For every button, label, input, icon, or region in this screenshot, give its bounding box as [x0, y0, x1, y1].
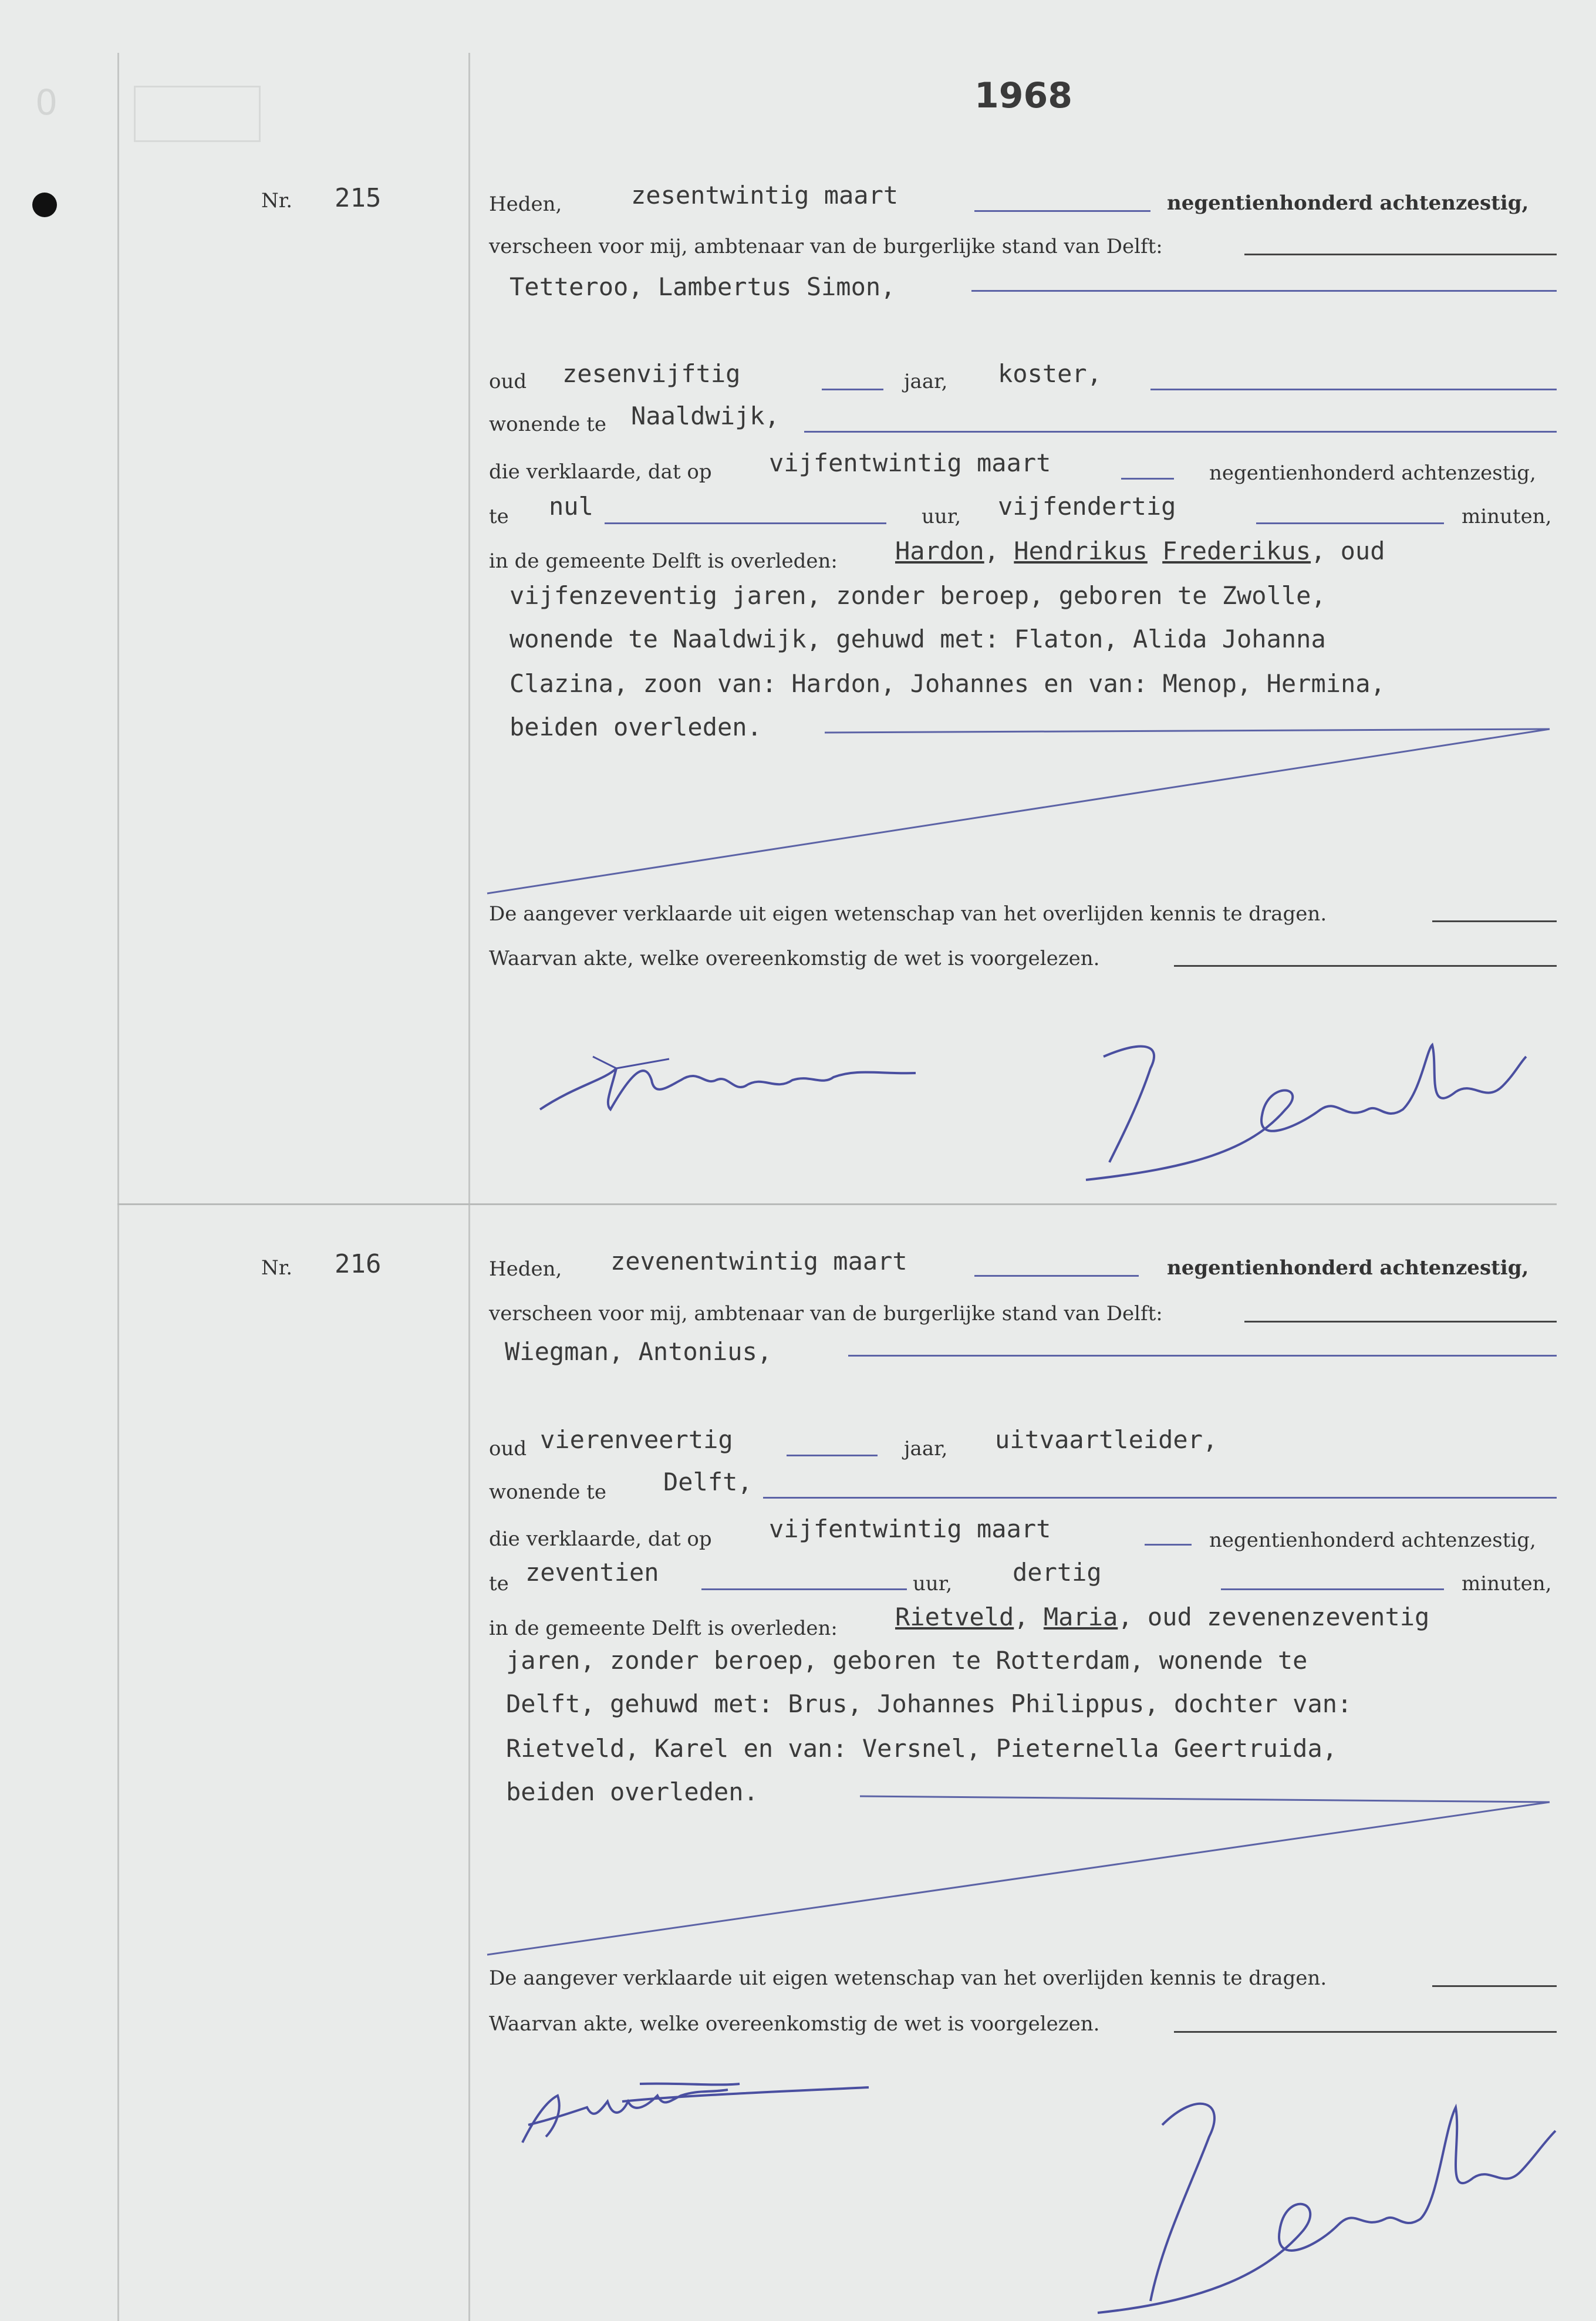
- left-margin-rule: [117, 53, 119, 2321]
- fill-line: [1174, 2031, 1557, 2033]
- death-hour: nul: [549, 492, 593, 521]
- fill-line: [848, 1355, 1557, 1357]
- signature-stroke: [540, 1068, 916, 1109]
- deceased-given-second: Frederikus: [1162, 537, 1311, 565]
- verscheen-label: verscheen voor mij, ambtenaar van de burgerlijke stand van Delft:: [489, 235, 1163, 258]
- declarant-occupation: uitvaartleider,: [995, 1425, 1218, 1454]
- oud-label: oud: [489, 1437, 527, 1460]
- closing-stroke: [860, 1796, 1550, 1802]
- minuten-label: minuten,: [1462, 1572, 1552, 1595]
- verklaarde-label: die verklaarde, dat op: [489, 1527, 712, 1551]
- closing-stroke: [487, 1802, 1550, 1955]
- fill-line: [1121, 478, 1174, 480]
- ghost-stamp-box: [134, 86, 261, 142]
- fill-line: [1244, 254, 1557, 255]
- text-line: jaren, zonder beroep, geboren te Rotterdam, wonende te: [506, 1646, 1308, 1675]
- signature-declarant-216: [505, 2066, 880, 2154]
- te-label: te: [489, 505, 509, 528]
- wonende-label: wonende te: [489, 413, 606, 436]
- fill-line: [974, 210, 1150, 212]
- record-nr-label: Nr.: [261, 189, 293, 212]
- text-line: Delft, gehuwd met: Brus, Johannes Philippus, dochter van:: [506, 1689, 1352, 1718]
- waarvan-label: Waarvan akte, welke overeenkomstig de wet is voorgelezen.: [489, 947, 1100, 970]
- text-line: Clazina, zoon van: Hardon, Johannes en van: Menop, Hermina,: [509, 669, 1385, 698]
- declarant-name: Wiegman, Antonius,: [505, 1337, 772, 1366]
- fill-line: [971, 290, 1557, 292]
- signature-registrar-216: [1080, 2055, 1567, 2319]
- year-words: negentienhonderd achtenzestig,: [1209, 461, 1536, 485]
- fill-line: [1244, 1321, 1557, 1323]
- fill-line: [1145, 1544, 1192, 1546]
- year-words-bold: negentienhonderd achtenzestig,: [1167, 1256, 1529, 1280]
- deceased-line: Rietveld, Maria, oud zevenenzeventig: [895, 1603, 1430, 1631]
- deceased-surname: Rietveld: [895, 1603, 1014, 1631]
- signature-declarant-215: [528, 1045, 951, 1127]
- declarant-age: vierenveertig: [540, 1425, 733, 1454]
- closing-stroke: [487, 729, 1550, 893]
- heden-label: Heden,: [489, 193, 562, 216]
- wonende-label: wonende te: [489, 1480, 606, 1504]
- record-nr-label: Nr.: [261, 1256, 293, 1280]
- deceased-given-first: Maria: [1043, 1603, 1118, 1631]
- page-year: 1968: [974, 75, 1072, 116]
- fill-line: [1150, 389, 1557, 390]
- signature-registrar-215: [1074, 1021, 1532, 1192]
- year-words-bold: negentienhonderd achtenzestig,: [1167, 191, 1529, 215]
- declarant-occupation: koster,: [998, 359, 1102, 388]
- deceased-line: Hardon, Hendrikus Frederikus, oud: [895, 537, 1385, 565]
- waarvan-label: Waarvan akte, welke overeenkomstig de wet is voorgelezen.: [489, 2012, 1100, 2036]
- uur-label: uur,: [913, 1572, 953, 1595]
- fill-line: [1432, 920, 1557, 922]
- declarant-residence: Naaldwijk,: [631, 402, 780, 430]
- gemeente-label: in de gemeente Delft is overleden:: [489, 1617, 838, 1640]
- act-date: zesentwintig maart: [631, 181, 899, 210]
- text-line: beiden overleden.: [506, 1777, 758, 1806]
- column-rule: [468, 53, 470, 2321]
- fill-line: [974, 1275, 1139, 1277]
- signature-stroke: [1086, 1045, 1526, 1180]
- te-label: te: [489, 1572, 509, 1595]
- fill-line: [1174, 965, 1557, 967]
- verklaarde-label: die verklaarde, dat op: [489, 460, 712, 484]
- heden-label: Heden,: [489, 1257, 562, 1281]
- fill-line: [787, 1455, 878, 1456]
- deceased-surname: Hardon: [895, 537, 984, 565]
- signature-stroke: [522, 2084, 869, 2143]
- jaar-label: jaar,: [904, 1437, 948, 1460]
- death-date: vijfentwintig maart: [769, 1514, 1051, 1543]
- signature-stroke: [1098, 2104, 1555, 2313]
- aangever-label: De aangever verklaarde uit eigen wetenschap van het overlijden kennis te dragen.: [489, 1966, 1327, 1990]
- death-date: vijfentwintig maart: [769, 448, 1051, 477]
- minuten-label: minuten,: [1462, 505, 1552, 528]
- closing-stroke: [825, 729, 1550, 733]
- fill-line: [605, 522, 886, 524]
- text-line: wonende te Naaldwijk, gehuwd met: Flaton, Alida Johanna: [509, 625, 1326, 653]
- fill-line: [822, 389, 883, 390]
- fill-line: [701, 1588, 907, 1590]
- death-hour: zeventien: [525, 1558, 659, 1587]
- jaar-label: jaar,: [904, 370, 948, 393]
- aangever-label: De aangever verklaarde uit eigen wetenschap van het overlijden kennis te dragen.: [489, 902, 1327, 926]
- declarant-residence: Delft,: [663, 1468, 753, 1496]
- fill-line: [763, 1497, 1557, 1499]
- declarant-age: zesenvijftig: [562, 359, 741, 388]
- uur-label: uur,: [922, 505, 961, 528]
- death-minutes: vijfendertig: [998, 492, 1176, 521]
- ghost-mark: 0: [35, 82, 58, 123]
- act-date: zevenentwintig maart: [610, 1247, 907, 1276]
- fill-line: [1256, 522, 1444, 524]
- signature-stroke: [593, 1057, 669, 1068]
- gemeente-label: in de gemeente Delft is overleden:: [489, 549, 838, 573]
- deceased-given-first: Hendrikus: [1014, 537, 1148, 565]
- declarant-name: Tetteroo, Lambertus Simon,: [509, 272, 896, 301]
- closing-line: [470, 1784, 1573, 1961]
- deceased-after: , oud: [1311, 537, 1385, 565]
- text-line: vijfenzeventig jaren, zonder beroep, geboren te Zwolle,: [509, 581, 1326, 610]
- year-words: negentienhonderd achtenzestig,: [1209, 1529, 1536, 1552]
- record-number: 215: [335, 183, 382, 213]
- closing-line: [470, 722, 1573, 898]
- record-divider: [117, 1203, 1557, 1205]
- punch-hole: [32, 193, 57, 217]
- oud-label: oud: [489, 370, 527, 393]
- fill-line: [1432, 1985, 1557, 1987]
- verscheen-label: verscheen voor mij, ambtenaar van de burgerlijke stand van Delft:: [489, 1302, 1163, 1325]
- death-minutes: dertig: [1013, 1558, 1102, 1587]
- fill-line: [804, 431, 1557, 433]
- deceased-after: , oud zevenenzeventig: [1118, 1603, 1430, 1631]
- text-line: beiden overleden.: [509, 713, 762, 741]
- record-number: 216: [335, 1249, 382, 1279]
- text-line: Rietveld, Karel en van: Versnel, Pieternella Geertruida,: [506, 1734, 1338, 1763]
- fill-line: [1221, 1588, 1444, 1590]
